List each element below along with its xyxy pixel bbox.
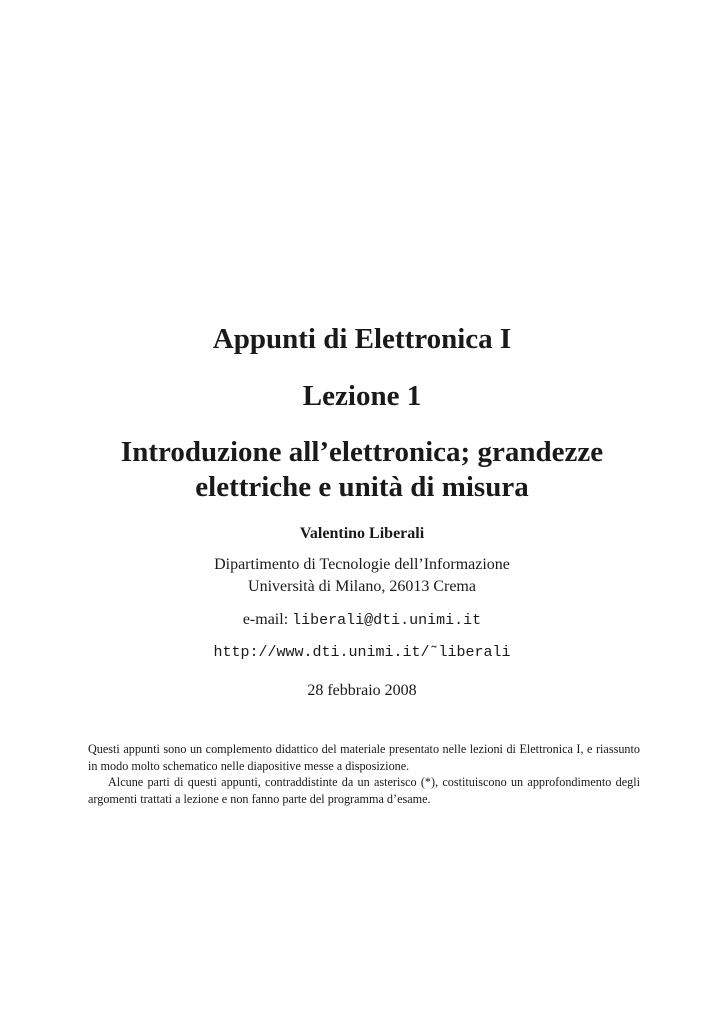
lecture-number: Lezione 1 <box>302 380 422 412</box>
subtitle-line-2: elettriche e unità di misura <box>195 471 529 503</box>
affiliation-line-1: Dipartimento di Tecnologie dell’Informazione <box>214 556 510 573</box>
author-name: Valentino Liberali <box>299 525 425 542</box>
author-affiliation <box>60 554 664 598</box>
email-line <box>60 610 664 631</box>
abstract-paragraph-2: Alcune parti di questi appunti, contraddistinte da un asterisco (*), costituiscono un approfondimento degli argomenti trattati a lezione e non fanno parte del programma d’esame. <box>88 775 640 806</box>
document-date: 28 febbraio 2008 <box>307 682 417 699</box>
abstract <box>88 741 640 807</box>
email-label: e-mail: <box>242 611 293 628</box>
abstract-paragraph-1: Questi appunti sono un complemento didattico del materiale presentato nelle lezioni di Elettronica I, e riassunto in modo molto schematico nelle diapositive messe a disposizione. <box>88 742 640 773</box>
document-title: Appunti di Elettronica I <box>212 323 512 355</box>
homepage-url[interactable]: http://www.dti.unimi.it/˜liberali <box>213 644 511 661</box>
affiliation-line-2: Università di Milano, 26013 Crema <box>248 578 476 595</box>
lecture-subtitle <box>60 435 664 505</box>
subtitle-line-1: Introduzione all’elettronica; grandezze <box>120 436 604 468</box>
email-address[interactable]: liberali@dti.unimi.it <box>292 612 482 629</box>
